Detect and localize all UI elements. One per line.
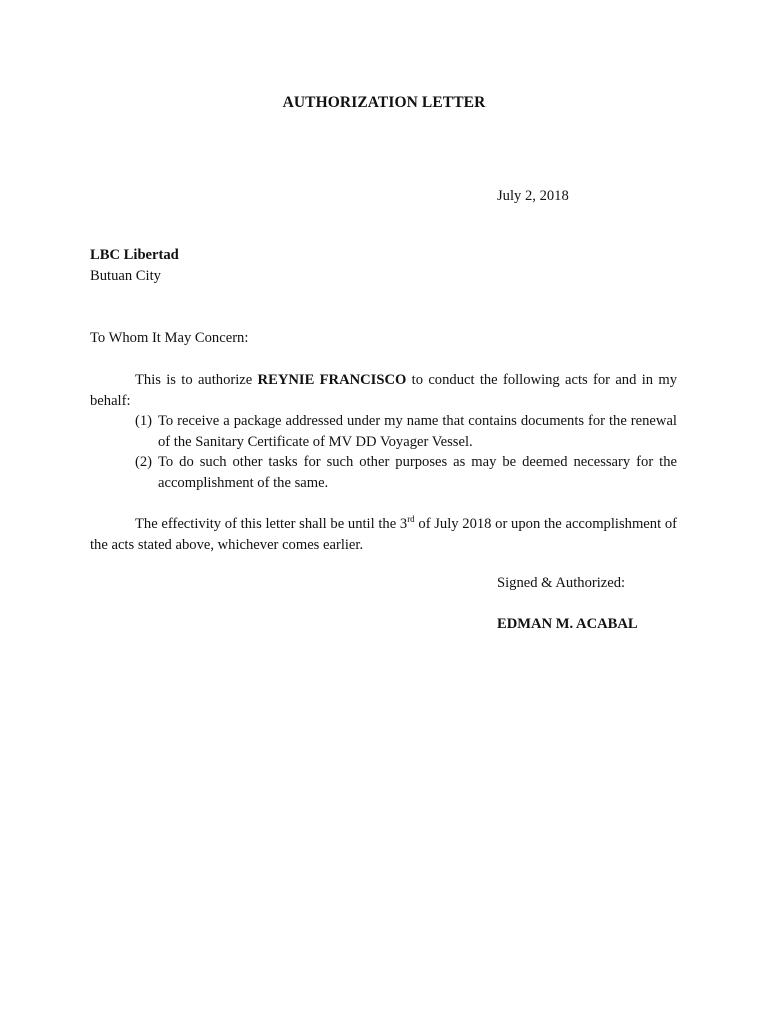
ordinal-superscript: rd xyxy=(407,514,415,524)
letter-date: July 2, 2018 xyxy=(497,188,569,204)
act-list-item-2 xyxy=(135,452,677,493)
signer-name: EDMAN M. ACABAL xyxy=(497,616,638,632)
recipient-city: Butuan City xyxy=(90,268,161,284)
act-number: (2) xyxy=(135,454,153,470)
letter-title: AUTHORIZATION LETTER xyxy=(282,94,486,111)
effectivity-text-before: The effectivity of this letter shall be until the 3 xyxy=(135,516,408,532)
act-list-item-1 xyxy=(135,411,677,452)
closing-line: Signed & Authorized: xyxy=(497,575,626,591)
salutation: To Whom It May Concern: xyxy=(90,330,249,346)
act-number: (1) xyxy=(135,413,153,429)
authorization-text-after: to conduct the following acts for and in my behalf: xyxy=(90,372,678,409)
authorized-person-name: REYNIE FRANCISCO xyxy=(257,372,407,388)
recipient-name: LBC Libertad xyxy=(90,247,179,263)
effectivity-text-after: of July 2018 or upon the accomplishment of the acts stated above, whichever comes earlier. xyxy=(90,516,677,553)
effectivity-paragraph xyxy=(90,514,677,555)
act-text: To receive a package addressed under my name that contains documents for the renewal of the Sanitary Certificate of MV DD Voyager Vessel. xyxy=(158,413,677,450)
act-text: To do such other tasks for such other purposes as may be deemed necessary for the accomplishment of the same. xyxy=(158,454,677,491)
authorization-text-before: This is to authorize xyxy=(135,372,258,388)
authorization-paragraph xyxy=(90,370,677,411)
